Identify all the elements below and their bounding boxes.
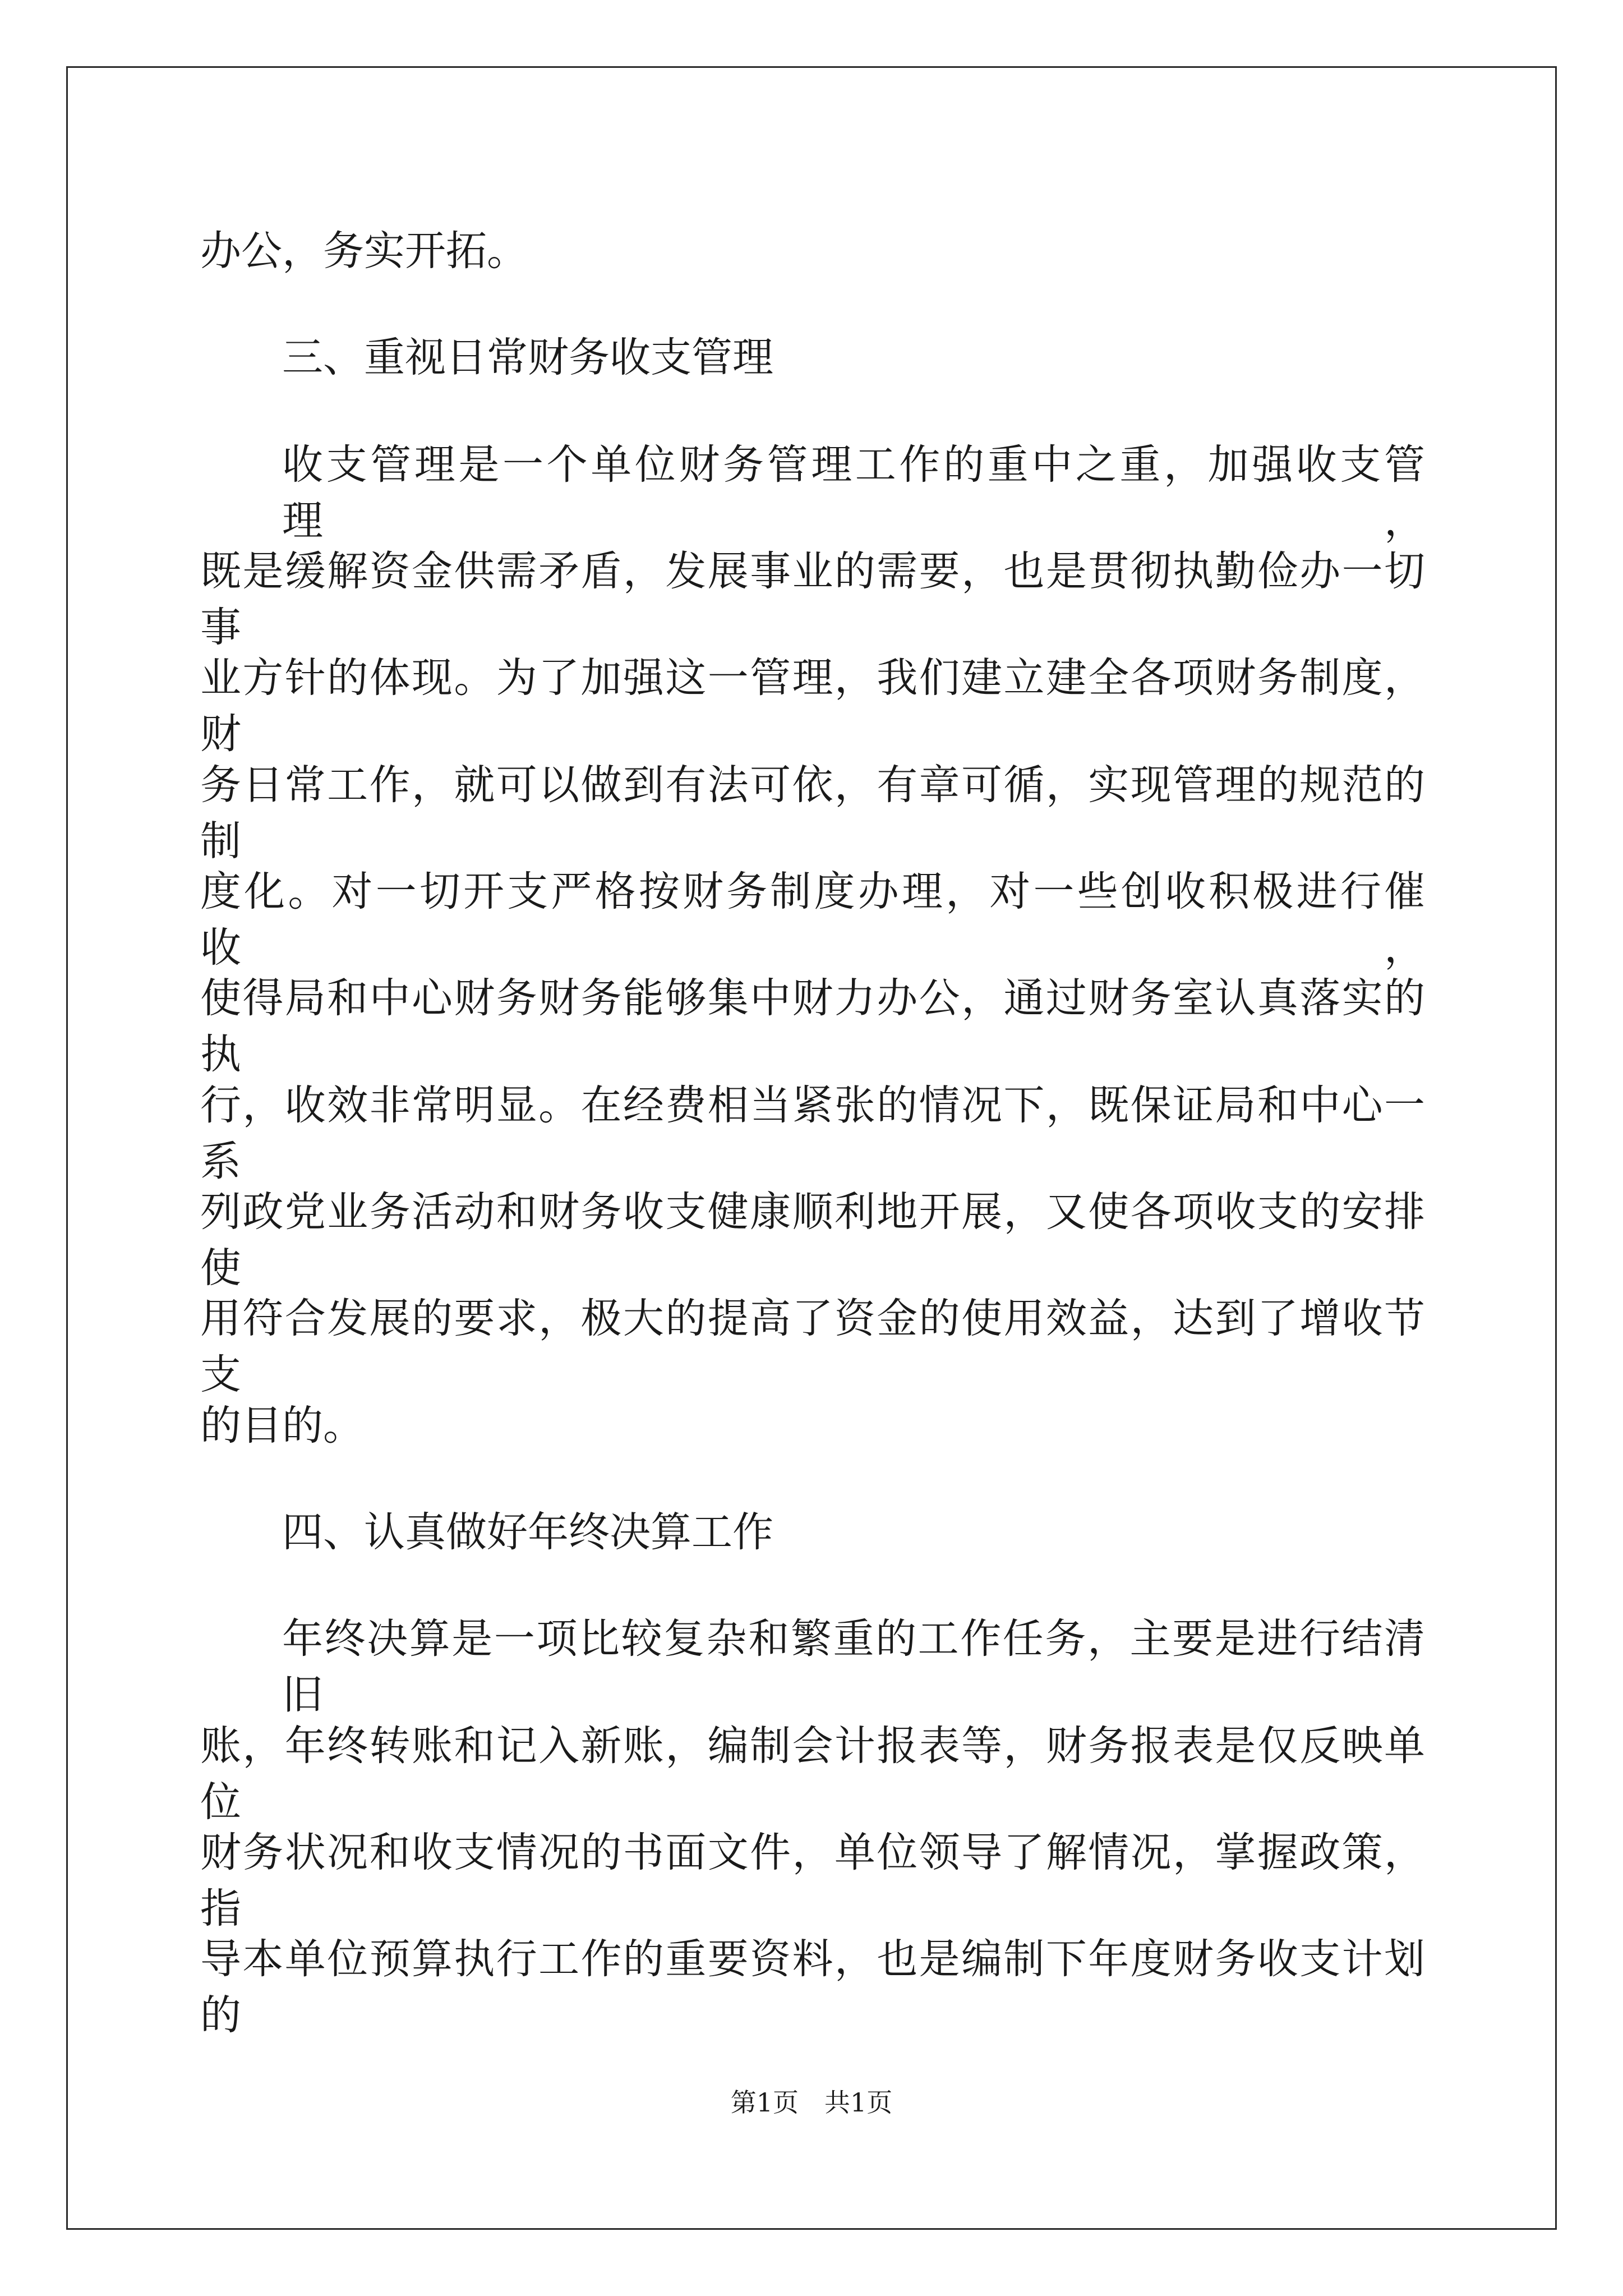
body-line: 账，年终转账和记入新账，编制会计报表等，财务报表是仅反映单位: [200, 1722, 1425, 1826]
body-line: 导本单位预算执行工作的重要资料，也是编制下年度财务收支计划的: [200, 1935, 1425, 2039]
section-heading: 四、认真做好年终决算工作: [282, 1508, 773, 1556]
page-number-footer: 第1页 共1页: [730, 2087, 893, 2118]
body-line: 业方针的体现。为了加强这一管理，我们建立建全各项财务制度，财: [200, 654, 1425, 758]
body-line: 行，收效非常明显。在经费相当紧张的情况下，既保证局和中心一系: [200, 1082, 1425, 1185]
body-line: 年终决算是一项比较复杂和繁重的工作任务，主要是进行结清旧: [282, 1615, 1425, 1719]
body-line: 既是缓解资金供需矛盾，发展事业的需要，也是贯彻执勤俭办一切事: [200, 547, 1425, 651]
body-line: 办公，务实开拓。: [200, 227, 528, 275]
body-line: 度化。对一切开支严格按财务制度办理，对一些创收积极进行催收，: [200, 868, 1425, 972]
page-border: [66, 66, 1557, 2230]
body-line: 收支管理是一个单位财务管理工作的重中之重，加强收支管理，: [282, 441, 1425, 545]
body-line: 使得局和中心财务财务能够集中财力办公，通过财务室认真落实的执: [200, 974, 1425, 1078]
body-line: 的目的。: [200, 1402, 364, 1450]
body-line: 务日常工作，就可以做到有法可依，有章可循，实现管理的规范的制: [200, 761, 1425, 865]
section-heading: 三、重视日常财务收支管理: [282, 334, 773, 381]
body-line: 财务状况和收支情况的书面文件，单位领导了解情况，掌握政策，指: [200, 1829, 1425, 1932]
body-line: 列政党业务活动和财务收支健康顺利地开展，又使各项收支的安排使: [200, 1188, 1425, 1292]
body-line: 用符合发展的要求，极大的提高了资金的使用效益，达到了增收节支: [200, 1295, 1425, 1398]
